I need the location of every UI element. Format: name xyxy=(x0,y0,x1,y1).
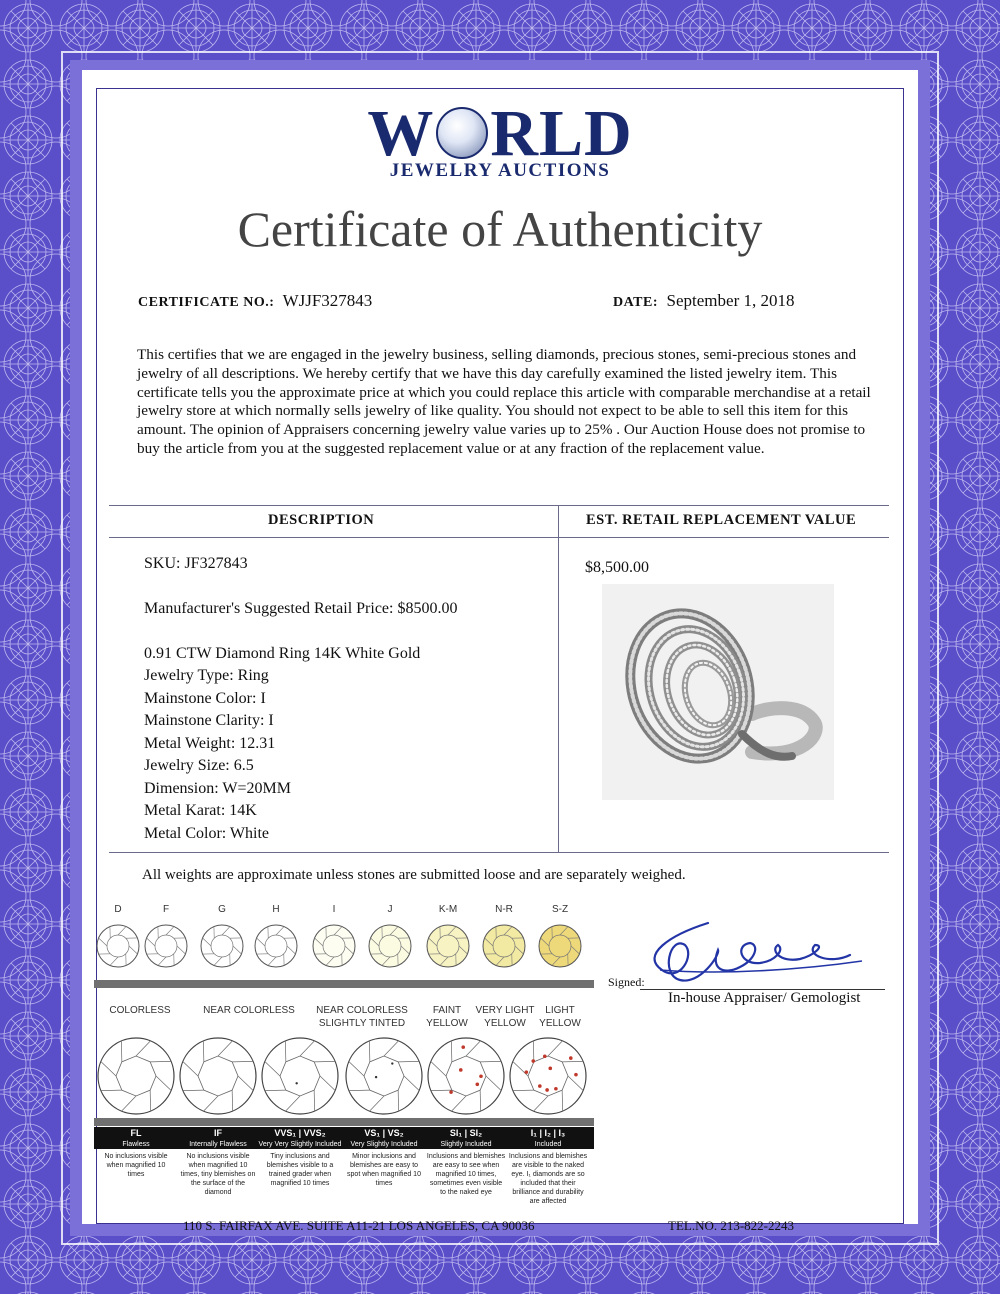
weights-note: All weights are approximate unless stones are submitted loose and are separately weighed. xyxy=(142,867,686,883)
description-line: Mainstone Color: I xyxy=(144,690,266,707)
clarity-description: blemishes are easy to xyxy=(349,1162,419,1169)
color-group-label: SLIGHTLY TINTED xyxy=(318,1018,406,1029)
color-group-label: NEAR COLORLESS xyxy=(316,1005,408,1016)
clarity-diamond-icon xyxy=(428,1038,504,1114)
clarity-diamond-icon xyxy=(262,1038,338,1114)
color-grade-letter: K-M xyxy=(438,904,458,915)
color-group-label: LIGHT xyxy=(545,1005,575,1016)
clarity-description: the surface of the xyxy=(190,1180,246,1187)
color-diamond-icon xyxy=(427,925,469,967)
clarity-description: Minor inclusions and xyxy=(352,1153,416,1160)
date-value: September 1, 2018 xyxy=(666,291,795,310)
color-group-label: COLORLESS xyxy=(109,1005,171,1016)
clarity-grade: VVS₁ | VVS₂ xyxy=(274,1128,326,1138)
certificate-date xyxy=(613,291,794,311)
description-line: 0.91 CTW Diamond Ring 14K White Gold xyxy=(144,645,421,662)
color-grade-letter: J xyxy=(387,904,393,915)
clarity-name: Flawless xyxy=(122,1141,150,1148)
color-diamond-icon xyxy=(145,925,187,967)
clarity-description: Inclusions and blemishes xyxy=(508,1153,588,1160)
clarity-description: magnified 10 times xyxy=(270,1180,330,1187)
color-diamond-icon xyxy=(97,925,139,967)
clarity-name: Internally Flawless xyxy=(189,1141,247,1148)
clarity-description: blemishes visible to a xyxy=(266,1162,334,1169)
sku: SKU: JF327843 xyxy=(144,555,248,572)
color-grade-letter: S-Z xyxy=(551,904,569,915)
clarity-diamond-icon xyxy=(510,1038,586,1114)
clarity-description: eye. I₁ diamonds are so xyxy=(511,1171,585,1178)
clarity-description: when magnified 10 xyxy=(106,1162,166,1169)
value-header: EST. RETAIL REPLACEMENT VALUE xyxy=(586,512,857,528)
color-diamond-icon xyxy=(313,925,355,967)
color-grade-letter: D xyxy=(114,904,122,915)
clarity-name: Included xyxy=(534,1141,562,1148)
certificate-label: CERTIFICATE NO.: xyxy=(138,295,275,310)
clarity-description: times xyxy=(375,1180,393,1187)
clarity-name: Slightly Included xyxy=(440,1141,492,1148)
table-divider xyxy=(109,505,889,506)
logo-subtitle: JEWELRY AUCTIONS xyxy=(389,160,611,181)
color-group-label: VERY LIGHT xyxy=(475,1005,535,1016)
clarity-name: Very Slightly Included xyxy=(350,1141,418,1148)
color-grade-letter: N-R xyxy=(495,904,513,915)
clarity-description: magnified 10 times, xyxy=(435,1171,497,1178)
clarity-grade: FL xyxy=(130,1128,142,1138)
clarity-name: Very Very Slightly Included xyxy=(258,1141,342,1148)
description-line: Jewelry Type: Ring xyxy=(144,667,269,684)
diamond-grading-chart xyxy=(94,900,594,1220)
table-divider xyxy=(109,537,889,538)
page-title: Certificate of Authenticity xyxy=(237,201,763,257)
clarity-grade: IF xyxy=(214,1128,222,1138)
description-line: Metal Weight: 12.31 xyxy=(144,735,276,752)
color-grade-letter: I xyxy=(332,904,336,915)
color-group-label: FAINT xyxy=(432,1005,462,1016)
clarity-description: sometimes even visible xyxy=(429,1180,503,1187)
clarity-description: brilliance and durability xyxy=(512,1189,584,1196)
clarity-grade: SI₁ | SI₂ xyxy=(449,1128,483,1138)
color-diamond-icon xyxy=(539,925,581,967)
replacement-value: $8,500.00 xyxy=(585,559,649,576)
certificate-number xyxy=(138,291,372,311)
clarity-scale-bar xyxy=(94,1118,594,1126)
clarity-description: trained grader when xyxy=(268,1171,332,1178)
color-scale-bar xyxy=(94,980,594,988)
intro-paragraph: This certifies that we are engaged in the jewelry business, selling diamonds, precious stones, semi-precious stones and jewelry of all descriptions. We hereby certify that we have this day carefully examined the listed jewelry item. This certificate tells you the approximate price at which you could replace this article with comparable merchandise at a retail jewelry store at which normally sells jewelry of like quality. You should not expect to be able to sell this item for this amount. The opinion of Appraisers concerning jewelry value varies up to 25% . Our Auction House does not promise to buy the article from you at the suggested replacement value or at any fraction of the replacement value. xyxy=(137,346,871,457)
clarity-description: are easy to see when xyxy=(432,1162,500,1169)
footer-telephone: TEL.NO. 213-822-2243 xyxy=(668,1218,795,1233)
table-divider xyxy=(109,852,889,853)
clarity-description: Tiny inclusions and xyxy=(270,1153,330,1160)
description-header: DESCRIPTION xyxy=(268,512,375,528)
clarity-description: diamond xyxy=(204,1189,232,1196)
clarity-description: when magnified 10 xyxy=(188,1162,248,1169)
ring-photo xyxy=(602,584,834,800)
msrp: Manufacturer's Suggested Retail Price: $8500.00 xyxy=(144,600,458,617)
clarity-description: are visible to the naked xyxy=(512,1162,584,1169)
description-line: Dimension: W=20MM xyxy=(144,780,291,797)
description-line: Metal Color: White xyxy=(144,825,270,842)
clarity-grade: VS₁ | VS₂ xyxy=(364,1128,404,1138)
clarity-description: No inclusions visible xyxy=(186,1153,250,1160)
clarity-description: included that their xyxy=(520,1180,576,1187)
table-divider xyxy=(558,505,559,852)
color-group-label: YELLOW xyxy=(484,1018,526,1029)
logo-world: W RLD xyxy=(367,97,633,170)
clarity-diamond-icon xyxy=(98,1038,174,1114)
clarity-grade: I₁ | I₂ | I₃ xyxy=(530,1128,566,1138)
color-diamond-icon xyxy=(369,925,411,967)
color-grade-letter: F xyxy=(162,904,170,915)
certificate-value: WJJF327843 xyxy=(282,291,373,310)
color-group-label: YELLOW xyxy=(426,1018,468,1029)
color-diamond-icon xyxy=(201,925,243,967)
clarity-description: to the naked eye xyxy=(440,1189,492,1196)
description-line: Jewelry Size: 6.5 xyxy=(144,757,254,774)
clarity-description: spot when magnified 10 xyxy=(347,1171,421,1178)
footer-address: 110 S. FAIRFAX AVE. SUITE A11-21 LOS ANGELES, CA 90036 xyxy=(183,1218,535,1233)
appraiser-title: In-house Appraiser/ Gemologist xyxy=(668,990,861,1006)
clarity-diamond-icon xyxy=(346,1038,422,1114)
date-label: DATE: xyxy=(613,295,659,310)
clarity-description: times xyxy=(127,1171,145,1178)
description-line: Metal Karat: 14K xyxy=(144,802,257,819)
signed-label: Signed: xyxy=(608,975,645,989)
clarity-description: times, tiny blemishes on xyxy=(180,1171,256,1178)
clarity-diamond-icon xyxy=(180,1038,256,1114)
color-grade-letter: H xyxy=(272,904,280,915)
color-grade-letter: G xyxy=(218,904,226,915)
color-diamond-icon xyxy=(483,925,525,967)
clarity-description: are affected xyxy=(529,1198,567,1205)
diamond-logo-icon xyxy=(436,107,488,159)
clarity-description: No inclusions visible xyxy=(104,1153,168,1160)
color-diamond-icon xyxy=(255,925,297,967)
clarity-header-band xyxy=(94,1127,594,1149)
color-group-label: NEAR COLORLESS xyxy=(203,1005,295,1016)
clarity-description: Inclusions and blemishes xyxy=(426,1153,506,1160)
description-line: Mainstone Clarity: I xyxy=(144,712,274,729)
color-group-label: YELLOW xyxy=(539,1018,581,1029)
